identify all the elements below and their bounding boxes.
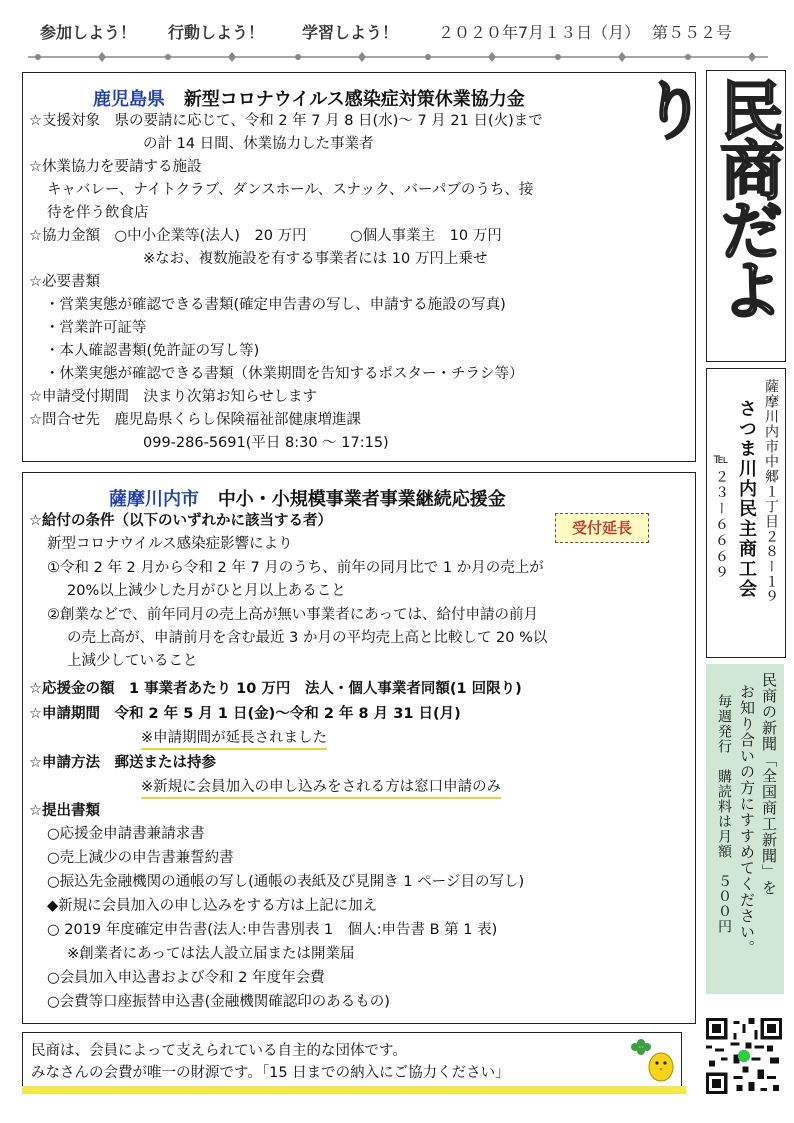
section-kagoshima-pref — [22, 72, 696, 462]
text-line: ○会費等口座振替申込書(金融機関確認印のあるもの) — [47, 994, 390, 1010]
text-line: ○会員加入申込書および令和 2 年度年会費 — [47, 970, 325, 986]
text-line: ・営業実態が確認できる書類(確定申告書の写し、申請する施設の写真) — [45, 297, 506, 313]
section-satsumasendai-city — [22, 472, 696, 1024]
organization-box — [706, 368, 786, 658]
text-line: の計 14 日間、休業協力した事業者 — [143, 136, 374, 152]
phone-number: ２３ー６６６９ — [713, 469, 729, 581]
ad-line-2: お知り合いの方にすすめてください。 — [738, 684, 756, 956]
section-1-title — [93, 85, 525, 111]
footer-line-1: 民商は、会員によって支えられている自主的な団体です。 — [31, 1043, 407, 1059]
text-line: ・営業許可証等 — [45, 320, 147, 336]
masthead-box — [631, 70, 786, 362]
clover-chick-icon — [627, 1037, 675, 1085]
decorative-border — [28, 50, 768, 64]
text-line: ※新規に会員加入の申し込みをされる方は窓口申請のみ — [141, 777, 501, 799]
text-line: ①令和 2 年 2 月から令和 2 年 7 月のうち、前年の同月比で 1 か月の売上が — [47, 560, 544, 576]
text-line: 20%以上減少した月がひと月以上あること — [67, 583, 346, 599]
text-line: ☆提出書類 — [29, 803, 100, 819]
org-phone — [711, 451, 731, 581]
text-line: 待を伴う飲食店 — [47, 205, 149, 221]
slogan-3: 学習しよう！ — [302, 23, 399, 42]
text-line: ※なお、複数施設を有する事業者には 10 万円上乗せ — [143, 251, 488, 267]
text-line: ☆申請受付期間 決まり次第お知らせします — [29, 389, 318, 405]
org-address: 薩摩川内市中郷１丁目２８ー１９ — [763, 379, 779, 604]
text-line: ☆問合せ先 鹿児島県くらし保険福祉部健康増進課 — [29, 412, 361, 428]
section-1-heading: 新型コロナウイルス感染症対策休業協力金 — [183, 89, 525, 110]
slogan-1: 参加しよう！ — [40, 23, 137, 42]
text-line: 新型コロナウイルス感染症影響により — [47, 536, 293, 552]
text-line: ○応援金申請書兼請求書 — [47, 826, 205, 842]
text-line: ☆申請期間 令和 2 年 5 月 1 日(金)～令和 2 年 8 月 31 日(月) — [29, 706, 461, 722]
org-name: さつま川内民主商工会 — [736, 399, 757, 599]
issue-number: 第５５２号 — [652, 23, 733, 42]
footer-message — [22, 1032, 682, 1092]
newspaper-ad — [706, 664, 784, 994]
text-line: ☆支援対象 県の要請に応じて、令和 2 年 7 月 8 日(水)～ 7 月 21 日(火)まで — [29, 113, 543, 129]
section-2-title — [109, 485, 506, 511]
text-line: ※申請期間が延長されました — [141, 728, 327, 750]
phone-label: ℡ — [713, 451, 729, 469]
issue-date: ２０２０年7月１３日（月） — [438, 23, 641, 42]
slogan-2: 行動しよう！ — [168, 23, 265, 42]
text-line: ○ 2019 年度確定申告書(法人:申告書別表 1 個人:申告書 B 第 1 表) — [47, 922, 498, 938]
extension-badge: 受付延長 — [555, 513, 649, 543]
text-line: ※創業者にあっては法人設立届または開業届 — [67, 946, 355, 962]
text-line: の売上高が、申請前月を含む最近 3 か月の平均売上高と比較して 20 %以 — [67, 630, 548, 646]
text-line: ☆協力金額 ○中小企業等(法人) 20 万円 ○個人事業主 10 万円 — [29, 228, 502, 244]
section-1-place: 鹿児島県 — [93, 89, 165, 110]
text-line: 上減少していること — [67, 653, 198, 669]
text-line: キャバレー、ナイトクラブ、ダンスホール、スナック、バーパブのうち、接 — [47, 182, 534, 198]
text-line: ☆申請方法 郵送または持参 — [29, 755, 216, 771]
footer-line-2: みなさんの会費が唯一の財源です。「15 日までの納入にご協力ください」 — [31, 1065, 510, 1081]
text-line: ②創業などで、前年同月の売上高が無い事業者にあっては、給付申請の前月 — [47, 607, 539, 623]
text-line: 099-286-5691(平日 8:30 ～ 17:15) — [143, 435, 389, 451]
ad-line-1: 民商の新聞「全国商工新聞」を — [760, 672, 778, 896]
text-line: ○売上減少の申告書兼誓約書 — [47, 850, 234, 866]
footer-highlight-bar — [22, 1086, 686, 1094]
section-2-heading: 中小・小規模事業者事業継続応援金 — [217, 489, 506, 510]
header — [40, 14, 760, 48]
text-line: ◆新規に会員加入の申し込みをする方は上記に加え — [47, 898, 378, 914]
ad-line-3: 毎週発行 購読料は月額 ５００円 — [716, 694, 732, 934]
qr-code-icon — [706, 1018, 782, 1094]
section-2-place: 薩摩川内市 — [109, 489, 199, 510]
text-line: ☆必要書類 — [29, 274, 100, 290]
text-line: ☆休業協力を要請する施設 — [29, 159, 202, 175]
text-line: ☆応援金の額 1 事業者あたり 10 万円 法人・個人事業者同額(1 回限り) — [29, 681, 522, 697]
text-line: ・休業実態が確認できる書類（休業期間を告知するポスター・チラシ等） — [45, 366, 524, 382]
text-line: ・本人確認書類(免許証の写し等) — [45, 343, 260, 359]
text-line: ○振込先金融機関の通帳の写し(通帳の表紙及び見開き 1 ページ目の写し) — [47, 874, 525, 890]
masthead-title: 民商だより — [631, 77, 783, 317]
text-line: ☆給付の条件（以下のいずれかに該当する者） — [29, 513, 332, 529]
